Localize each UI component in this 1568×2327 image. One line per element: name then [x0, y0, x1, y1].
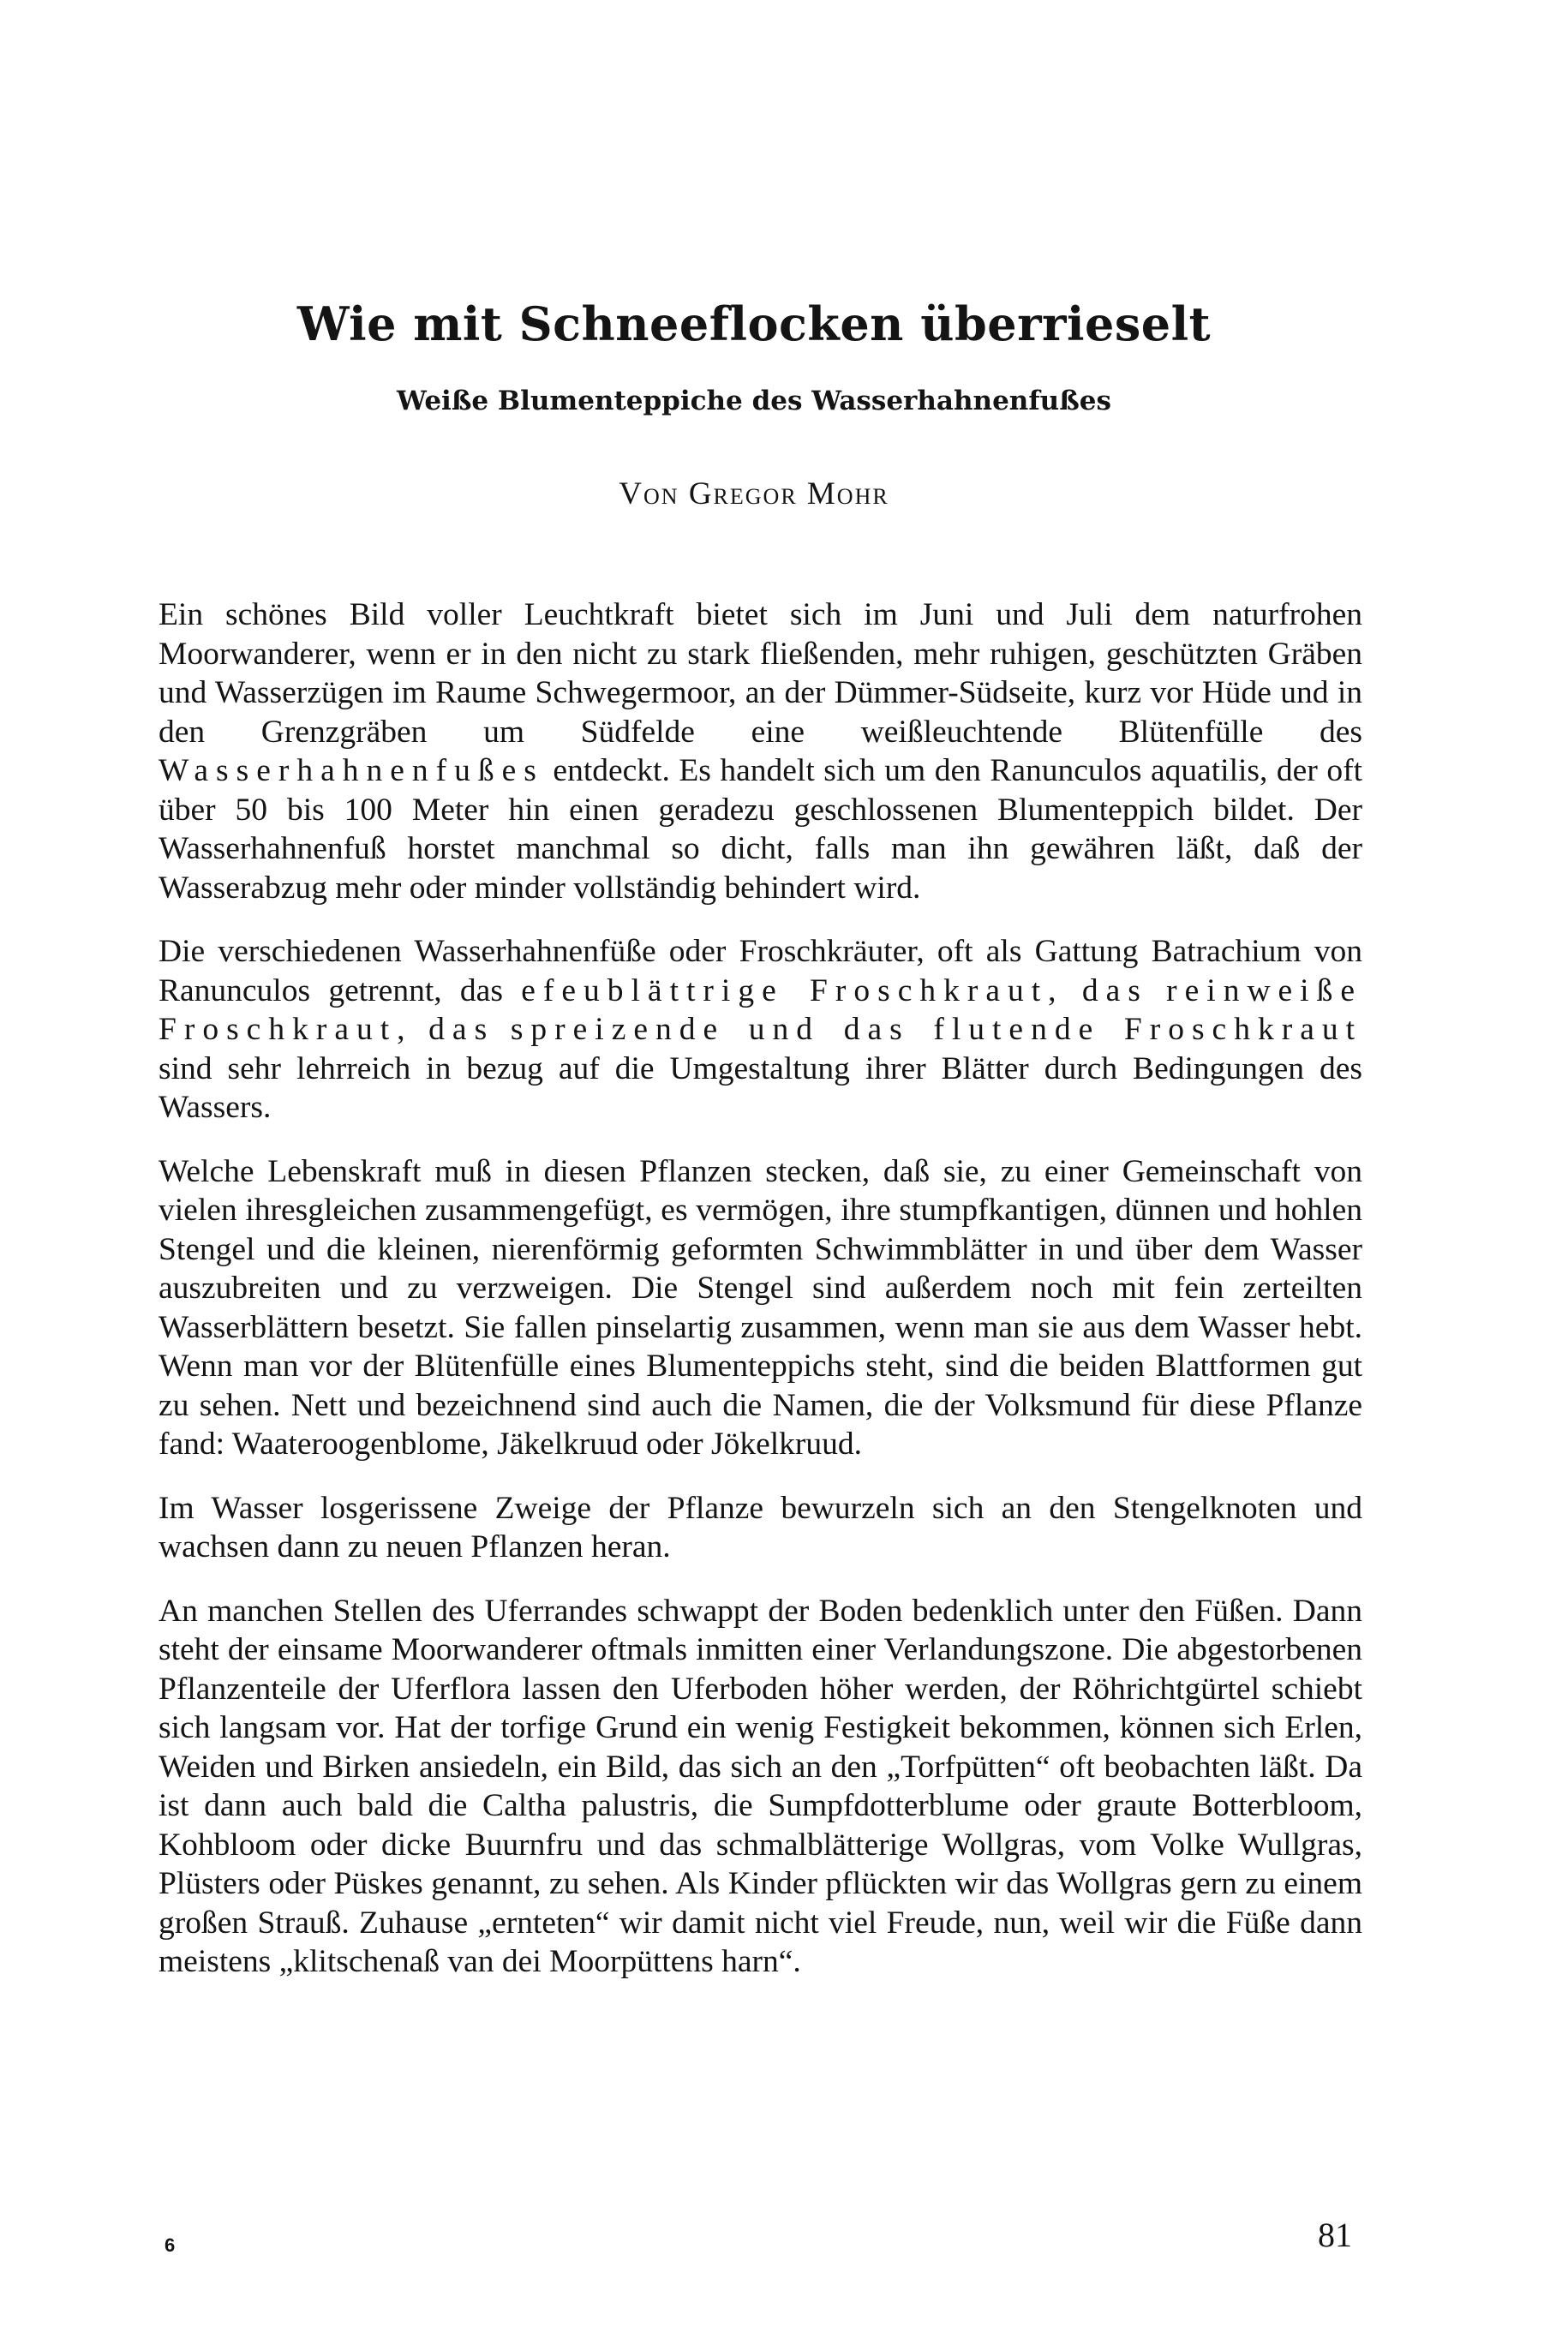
paragraph-2-spaced-term-3: spreizende und das flutende Froschkraut	[510, 1012, 1363, 1047]
sheet-number: 6	[165, 2234, 176, 2256]
paragraph-2	[159, 932, 1362, 1128]
article-title: Wie mit Schneeflocken überrieselt	[296, 296, 1212, 352]
paragraph-4: Im Wasser losgerissene Zweige der Pflanze bewurzeln sich an den Stengelknoten und wachsen dann zu neuen Pflanzen heran.	[159, 1490, 1362, 1564]
article-author: Von Gregor Mohr	[619, 476, 889, 511]
paragraph-1-text-a: Ein schönes Bild voller Leuchtkraft bietet sich im Juni und Juli dem naturfrohen Moorwanderer, wenn er in den nicht zu stark fließenden, mehr ruhigen, geschützten Gräben und Wasserzügen im Raume Schwegermoor, an der Dümmer-Südseite, kurz vor Hüde und in den Grenzgräben um Südfelde eine weißleuchtende Blütenfülle des	[159, 597, 1362, 750]
paragraph-2-text-e: das	[428, 1012, 495, 1047]
paragraph-1	[159, 595, 1362, 907]
paragraph-1-spaced-term: Wasserhahnenfußes	[159, 753, 544, 788]
paragraph-3: Welche Lebenskraft muß in diesen Pflanzen stecken, daß sie, zu einer Gemeinschaft von vielen ihresgleichen zusammengefügt, es vermögen, ihre stumpfkantigen, dünnen und hohlen Stengel und die kleinen, nierenförmig geformten Schwimmblätter in und über dem Wasser auszubreiten und zu verzweigen. Die Stengel sind außerdem noch mit fein zerteilten Wasserblättern besetzt. Sie fallen pinselartig zusammen, wenn man sie aus dem Wasser hebt. Wenn man vor der Blütenfülle eines Blumenteppichs steht, sind die beiden Blattformen gut zu sehen. Nett und bezeichnend sind auch die Namen, die der Volksmund für diese Pflanze fand: Waateroogenblome, Jäkelkruud oder Jökelkruud.	[159, 1153, 1362, 1462]
paragraph-2-spaced-term-2: reinweiße Froschkraut,	[159, 972, 1362, 1047]
article-body	[159, 595, 1362, 2007]
paragraph-2-text-c: das	[1081, 972, 1148, 1008]
paragraph-2-spaced-term-1: efeublättrige Froschkraut,	[521, 972, 1064, 1008]
paragraph-1-text-c: entdeckt. Es handelt sich um den Ranunculos aquatilis, der oft über 50 bis 100 Meter hin einen geradezu geschlossenen Blumenteppich bildet. Der Wasserhahnenfuß horstet manchmal so dicht, falls man ihn gewähren läßt, daß der Wasserabzug mehr oder minder vollständig behindert wird.	[159, 753, 1363, 906]
page-number: 81	[1318, 2216, 1352, 2254]
article-subtitle: Weiße Blumenteppiche des Wasserhahnenfußes	[397, 386, 1111, 416]
paragraph-2-text-g: sind sehr lehrreich in bezug auf die Umgestaltung ihrer Blätter durch Bedingungen des Wassers.	[159, 1050, 1362, 1125]
paragraph-5: An manchen Stellen des Uferrandes schwappt der Boden bedenklich unter den Füßen. Dann steht der einsame Moorwanderer oftmals inmitten einer Verlandungszone. Die abgestorbenen Pflanzenteile der Uferflora lassen den Uferboden höher werden, der Röhrichtgürtel schiebt sich langsam vor. Hat der torfige Grund ein wenig Festigkeit bekommen, können sich Erlen, Weiden und Birken ansiedeln, ein Bild, das sich an den „Torfpütten“ oft beobachten läßt. Da ist dann auch bald die Caltha palustris, die Sumpfdotterblume oder graute Botterbloom, Kohbloom oder dicke Buurnfru und das schmalblätterige Wollgras, vom Volke Wullgras, Plüsters oder Püskes genannt, zu sehen. Als Kinder pflückten wir das Wollgras gern zu einem großen Strauß. Zuhause „ernteten“ wir damit nicht viel Freude, nun, weil wir die Füße dann meistens „klitschenaß van dei Moorpüttens harn“.	[159, 1593, 1362, 1979]
paragraph-2-text-a: Die verschiedenen Wasserhahnenfüße oder Froschkräuter, oft als Gattung Batrachium von Ranunculos getrennt, das	[159, 934, 1362, 1008]
